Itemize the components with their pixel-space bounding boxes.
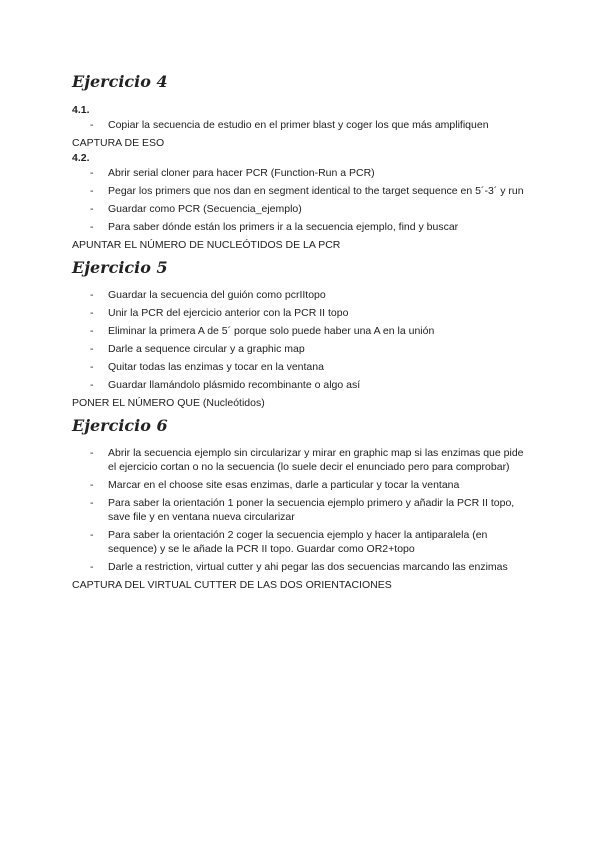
list-5 bbox=[72, 288, 532, 392]
list-item: - Para saber dónde están los primers ir a la secuencia ejemplo, find y buscar bbox=[72, 220, 532, 234]
list-6 bbox=[72, 446, 532, 574]
list-item: - Pegar los primers que nos dan en segment identical to the target sequence en 5´-3´ y run bbox=[72, 184, 532, 198]
list-item: - Guardar como PCR (Secuencia_ejemplo) bbox=[72, 202, 532, 216]
heading-ejercicio-6: Ejercicio 6 bbox=[72, 416, 168, 435]
list-4-1 bbox=[72, 118, 532, 132]
list-item: - Guardar la secuencia del guión como pcrIItopo bbox=[72, 288, 532, 302]
list-item: - Darle a restriction, virtual cutter y ahi pegar las dos secuencias marcando las enzimas bbox=[72, 560, 532, 574]
note-4-2: APUNTAR EL NÚMERO DE NUCLEÓTIDOS DE LA PCR bbox=[72, 239, 341, 251]
list-item: - Para saber la orientación 2 coger la secuencia ejemplo y hacer la antiparalela (en sequence) y se le añade la PCR II topo. Guardar como OR2+topo bbox=[72, 528, 532, 556]
note-6: CAPTURA DEL VIRTUAL CUTTER DE LAS DOS ORIENTACIONES bbox=[72, 579, 392, 591]
subsection-4-2-label: 4.2. bbox=[72, 152, 90, 164]
list-item: - Para saber la orientación 1 poner la secuencia ejemplo primero y añadir la PCR II topo, save file y en ventana nueva circularizar bbox=[72, 496, 532, 524]
list-item: - Marcar en el choose site esas enzimas, darle a particular y tocar la ventana bbox=[72, 478, 532, 492]
note-4-1: CAPTURA DE ESO bbox=[72, 137, 165, 149]
heading-ejercicio-4: Ejercicio 4 bbox=[72, 72, 168, 91]
heading-ejercicio-5: Ejercicio 5 bbox=[72, 258, 168, 277]
list-item: - Guardar llamándolo plásmido recombinante o algo así bbox=[72, 378, 532, 392]
document-page bbox=[72, 72, 532, 592]
list-item: - Abrir la secuencia ejemplo sin circularizar y mirar en graphic map si las enzimas que pide el ejercicio cortan o no la secuencia (lo suele decir el enunciado pero para comprobar) bbox=[72, 446, 532, 474]
list-item: - Eliminar la primera A de 5´ porque solo puede haber una A en la unión bbox=[72, 324, 532, 338]
note-5: PONER EL NÚMERO QUE (Nucleótidos) bbox=[72, 397, 265, 409]
list-4-2 bbox=[72, 166, 532, 234]
subsection-4-1-label: 4.1. bbox=[72, 104, 90, 116]
list-item: - Unir la PCR del ejercicio anterior con la PCR II topo bbox=[72, 306, 532, 320]
list-item: - Darle a sequence circular y a graphic map bbox=[72, 342, 532, 356]
list-item: - Copiar la secuencia de estudio en el primer blast y coger los que más amplifiquen bbox=[72, 118, 532, 132]
list-item: - Quitar todas las enzimas y tocar en la ventana bbox=[72, 360, 532, 374]
list-item: - Abrir serial cloner para hacer PCR (Function-Run a PCR) bbox=[72, 166, 532, 180]
